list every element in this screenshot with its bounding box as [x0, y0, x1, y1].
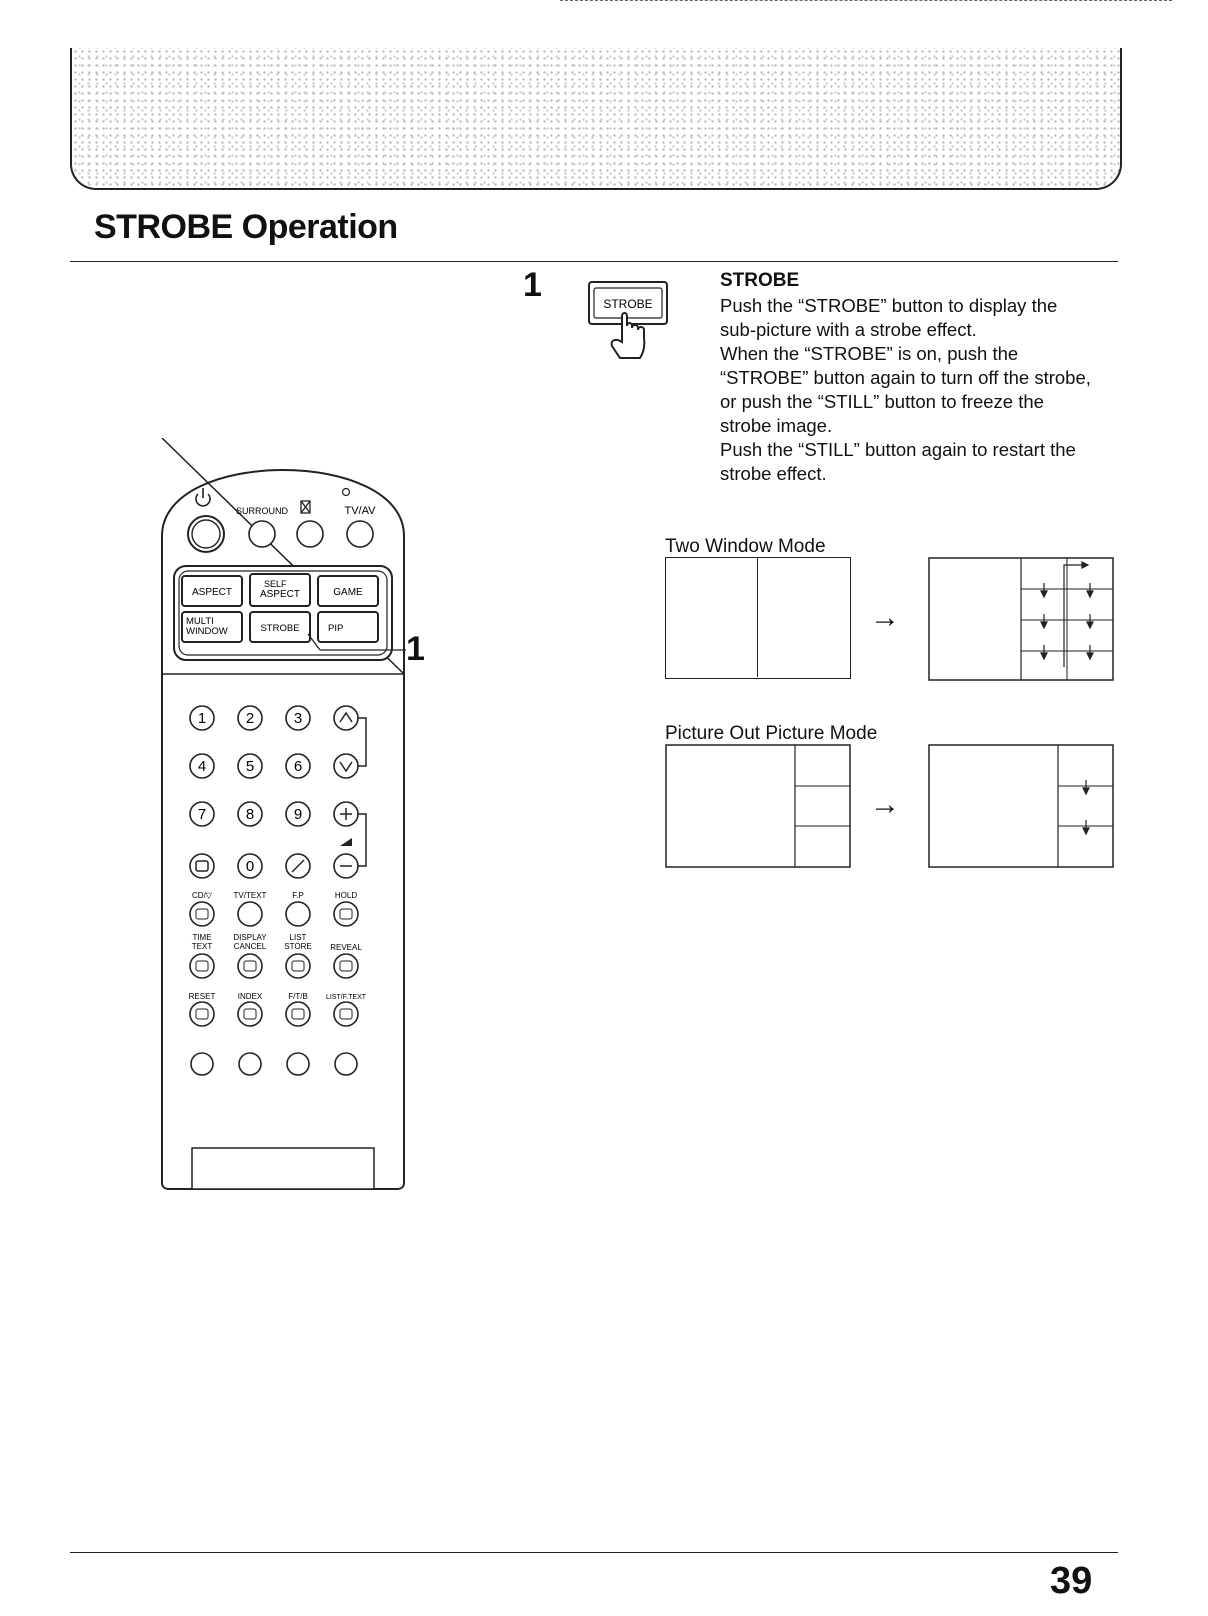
- svg-text:LIST/F.TEXT: LIST/F.TEXT: [325, 994, 367, 1001]
- page-number: 39: [1050, 1560, 1093, 1602]
- svg-text:F.P: F.P: [292, 891, 304, 900]
- step-number: 1: [523, 266, 542, 304]
- svg-text:6: 6: [293, 758, 303, 775]
- svg-text:5: 5: [245, 758, 255, 775]
- svg-text:SELF: SELF: [264, 579, 287, 589]
- svg-text:REVEAL: REVEAL: [330, 943, 362, 952]
- desc-line: Push the “STILL” button again to restart the: [720, 439, 1076, 460]
- svg-text:RESET: RESET: [188, 992, 216, 1001]
- desc-line: When the “STROBE” is on, push the: [720, 343, 1019, 364]
- desc-line: sub-picture with a strobe effect.: [720, 319, 977, 340]
- two-window-mode-label: Two Window Mode: [665, 536, 826, 557]
- svg-text:TIME: TIME: [192, 933, 212, 942]
- svg-text:INDEX: INDEX: [237, 992, 263, 1001]
- svg-text:7: 7: [197, 806, 207, 823]
- svg-text:ASPECT: ASPECT: [191, 587, 233, 598]
- step-heading: STROBE: [720, 270, 800, 291]
- desc-line: Push the “STROBE” button to display the: [720, 295, 1058, 316]
- two-window-after: [928, 557, 1114, 681]
- svg-text:STORE: STORE: [284, 942, 312, 951]
- strobe-key-label: STROBE: [260, 623, 300, 634]
- svg-text:2: 2: [245, 710, 255, 727]
- two-window-arrow-icon: →: [870, 601, 900, 634]
- top-rule: [560, 0, 1172, 1]
- svg-text:ASPECT: ASPECT: [259, 589, 301, 600]
- svg-text:1: 1: [197, 710, 207, 727]
- remote-callout-number: 1: [406, 630, 425, 668]
- svg-text:4: 4: [197, 758, 207, 775]
- svg-text:TEXT: TEXT: [191, 942, 213, 951]
- svg-text:0: 0: [245, 858, 255, 875]
- desc-line: strobe image.: [720, 415, 833, 436]
- strobe-button-press-icon: [588, 280, 668, 362]
- strobe-button-label: STROBE: [603, 297, 653, 311]
- surround-label: SURROUND: [235, 506, 289, 516]
- svg-text:GAME: GAME: [333, 587, 363, 598]
- svg-text:TV/TEXT: TV/TEXT: [233, 891, 267, 900]
- desc-line: strobe effect.: [720, 463, 827, 484]
- svg-text:CD/▽: CD/▽: [192, 891, 212, 900]
- svg-text:8: 8: [245, 806, 255, 823]
- step-description: [720, 294, 1130, 486]
- pop-after: [928, 744, 1114, 868]
- svg-text:WINDOW: WINDOW: [186, 626, 228, 637]
- svg-text:PIP: PIP: [328, 623, 344, 634]
- title-rule: [70, 261, 1118, 262]
- tvav-label: TV/AV: [344, 505, 376, 517]
- pop-arrow-icon: →: [870, 788, 900, 821]
- bottom-rule: [70, 1552, 1118, 1553]
- svg-text:3: 3: [293, 710, 303, 727]
- two-window-before: [665, 557, 851, 679]
- pop-before: [665, 744, 851, 868]
- svg-text:DISPLAY: DISPLAY: [233, 933, 267, 942]
- svg-text:LIST: LIST: [289, 933, 307, 942]
- svg-text:9: 9: [293, 806, 303, 823]
- remote-control: [160, 438, 406, 1190]
- svg-text:CANCEL: CANCEL: [233, 942, 267, 951]
- desc-line: or push the “STILL” button to freeze the: [720, 391, 1044, 412]
- svg-text:MULTI: MULTI: [186, 616, 214, 627]
- pop-mode-label: Picture Out Picture Mode: [665, 723, 878, 744]
- header-banner: [70, 48, 1122, 190]
- page-title: STROBE Operation: [94, 208, 398, 246]
- desc-line: “STROBE” button again to turn off the strobe,: [720, 367, 1091, 388]
- svg-text:HOLD: HOLD: [334, 891, 358, 900]
- svg-text:F/T/B: F/T/B: [288, 992, 308, 1001]
